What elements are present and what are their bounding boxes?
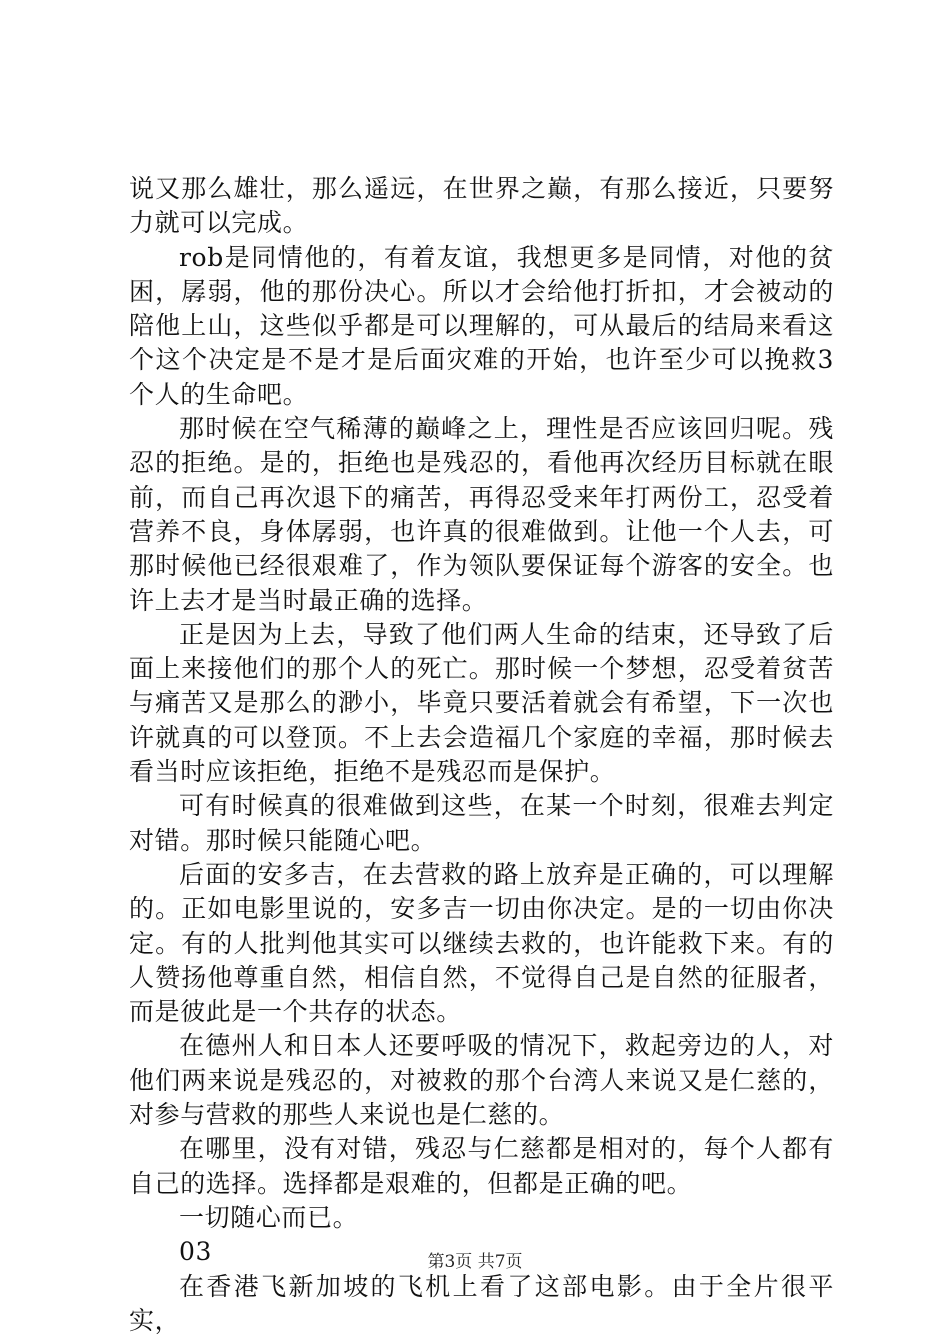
paragraph-4: 正是因为上去，导致了他们两人生命的结束，还导致了后面上来接他们的那个人的死亡。那时候一个梦想，忍受着贫苦与痛苦又是那么的渺小，毕竟只要活着就会有希望，下一次也许就真的可以登顶。不上去会造福几个家庭的幸福，那时候去看当时应该拒绝，拒绝不是残忍而是保护。	[129, 619, 834, 787]
paragraph-7: 在德州人和日本人还要呼吸的情况下，救起旁边的人，对他们两来说是残忍的，对被救的那个台湾人来说又是仁慈的，对参与营救的那些人来说也是仁慈的。	[129, 1031, 834, 1130]
paragraph-8: 在哪里，没有对错，残忍与仁慈都是相对的，每个人都有自己的选择。选择都是艰难的，但都是正确的吧。	[129, 1134, 834, 1198]
page-number-footer: 第3页 共7页	[427, 1252, 523, 1272]
paragraph-6: 后面的安多吉，在去营救的路上放弃是正确的，可以理解的。正如电影里说的，安多吉一切由你决定。是的一切由你决定。有的人批判他其实可以继续去救的，也许能救下来。有的人赞扬他尊重自然，相信自然，不觉得自己是自然的征服者，而是彼此是一个共存的状态。	[129, 859, 834, 1027]
paragraph-1: 说又那么雄壮，那么遥远，在世界之巅，有那么接近，只要努力就可以完成。	[129, 174, 834, 238]
paragraph-5: 可有时候真的很难做到这些，在某一个时刻，很难去判定对错。那时候只能随心吧。	[129, 791, 834, 855]
paragraph-3: 那时候在空气稀薄的巅峰之上，理性是否应该回归呢。残忍的拒绝。是的，拒绝也是残忍的，看他再次经历目标就在眼前，而自己再次退下的痛苦，再得忍受来年打两份工，忍受着营养不良，身体孱弱，也许真的很难做到。让他一个人去，可那时候他已经很艰难了，作为领队要保证每个游客的安全。也许上去才是当时最正确的选择。	[129, 414, 834, 615]
paragraph-9: 一切随心而已。	[179, 1202, 359, 1232]
document-body	[129, 172, 834, 1338]
paragraph-2: rob是同情他的，有着友谊，我想更多是同情，对他的贫困，孱弱，他的那份决心。所以才会给他打折扣，才会被动的陪他上山，这些似乎都是可以理解的，可从最后的结局来看这个这个决定是不是才是后面灾难的开始，也许至少可以挽救3个人的生命吧。	[129, 242, 834, 409]
paragraph-10: 在香港飞新加坡的飞机上看了这部电影。由于全片很平实，	[129, 1271, 834, 1335]
section-number: 03	[179, 1237, 213, 1267]
